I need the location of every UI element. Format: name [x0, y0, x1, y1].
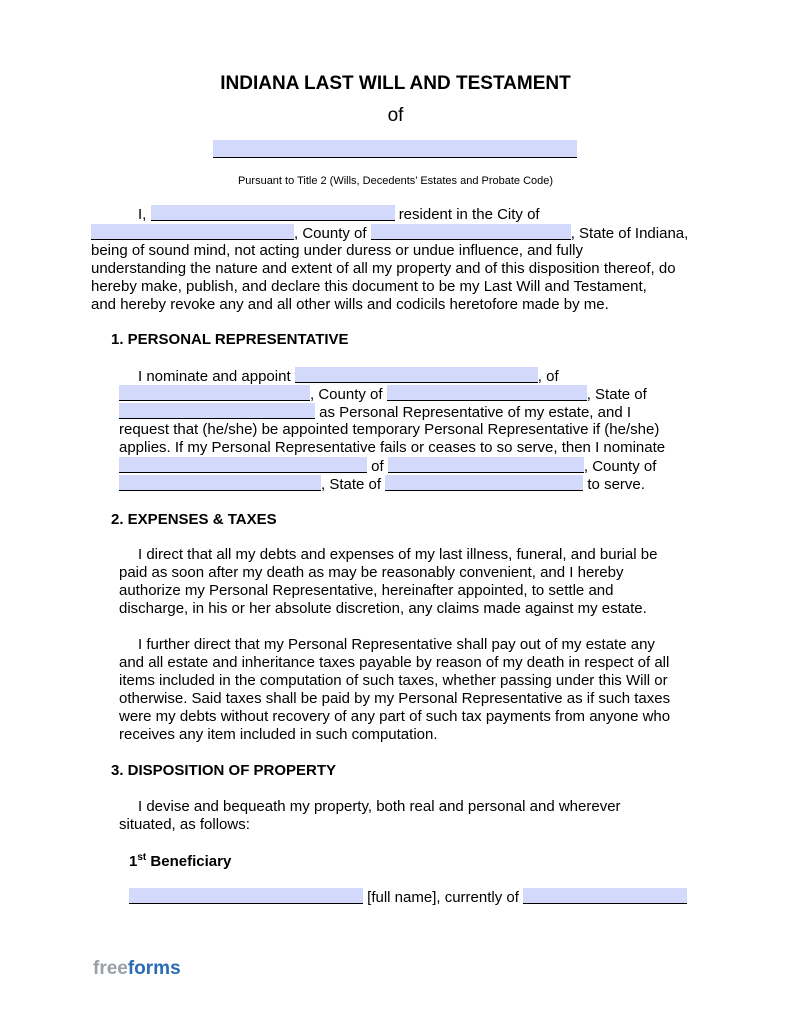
s1-alt-of: of [371, 458, 384, 475]
intro-line-4: understanding the nature and extent of all my property and of this disposition thereof, do [91, 260, 676, 277]
alternate-representative-county-field[interactable] [119, 475, 321, 491]
s2-p2-line-3: items included in the computation of such taxes, whether passing under this Will or [119, 672, 668, 689]
s2-p2-line-1: I further direct that my Personal Representative shall pay out of my estate any [138, 636, 655, 653]
alternate-representative-city-field[interactable] [388, 457, 584, 473]
document-title: INDIANA LAST WILL AND TESTAMENT [220, 73, 571, 94]
logo-forms: forms [127, 958, 181, 979]
logo-free: free [93, 958, 128, 979]
s1-state: , State of [586, 386, 647, 403]
section-1-heading: 1. PERSONAL REPRESENTATIVE [111, 331, 349, 348]
intro-line-2 [91, 224, 688, 243]
s1-line-6 [119, 457, 656, 476]
intro-state: , State of Indiana, [570, 225, 689, 242]
s1-line-3 [119, 403, 631, 422]
s1-to-serve: to serve. [587, 476, 645, 493]
representative-county-field[interactable] [387, 385, 587, 401]
beneficiary-ordinal: st [137, 852, 147, 863]
intro-line-1 [138, 205, 540, 224]
representative-state-field[interactable] [119, 403, 315, 419]
testator-name-field[interactable] [213, 140, 577, 158]
beneficiary-label: Beneficiary [150, 853, 232, 870]
testator-full-name-field[interactable] [151, 205, 395, 221]
s1-alt-county: , County of [583, 458, 657, 475]
alternate-representative-name-field[interactable] [119, 457, 367, 473]
intro-line-5: hereby make, publish, and declare this document to be my Last Will and Testament, [91, 278, 647, 295]
s2-p2-line-6: receives any item included in such computation. [119, 726, 438, 743]
intro-line-6: and hereby revoke any and all other wills and codicils heretofore made by me. [91, 296, 609, 313]
s3-p1-line-1: I devise and bequeath my property, both real and personal and wherever [138, 798, 621, 815]
beneficiary-address-field[interactable] [523, 888, 687, 904]
beneficiary-full-name-field[interactable] [129, 888, 363, 904]
s2-p1-line-1: I direct that all my debts and expenses of my last illness, funeral, and burial be [138, 546, 658, 563]
s1-of: , of [537, 368, 559, 385]
intro-line-3: being of sound mind, not acting under duress or undue influence, and fully [91, 242, 583, 259]
beneficiary-currently-of: [full name], currently of [367, 889, 519, 906]
s2-p1-line-3: authorize my Personal Representative, hereinafter appointed, to settle and [119, 582, 614, 599]
alternate-representative-state-field[interactable] [385, 475, 583, 491]
intro-resident: resident in the City of [398, 206, 540, 223]
s2-p2-line-5: were my debts without recovery of any part of such tax payments from anyone who [119, 708, 671, 725]
document-subtitle: Pursuant to Title 2 (Wills, Decedents’ Estates and Probate Code) [237, 175, 554, 187]
s2-p2-line-2: and all estate and inheritance taxes payable by reason of my death in respect of all [119, 654, 670, 671]
freeforms-logo [93, 958, 181, 980]
s2-p1-line-4: discharge, in his or her absolute discretion, any claims made against my estate. [119, 600, 647, 617]
s2-p2-line-4: otherwise. Said taxes shall be paid by my Personal Representative as if such taxes [119, 690, 671, 707]
s1-line-1 [138, 367, 559, 386]
s1-line-2 [119, 385, 647, 404]
section-3-heading: 3. DISPOSITION OF PROPERTY [111, 762, 337, 779]
s1-nominate: I nominate and appoint [138, 368, 291, 385]
testator-county-field[interactable] [371, 224, 571, 240]
intro-i: I, [138, 206, 147, 223]
s1-line-5: applies. If my Personal Representative fails or ceases to so serve, then I nominate [119, 439, 666, 456]
s1-as-representative: as Personal Representative of my estate, and I [319, 404, 632, 421]
representative-name-field[interactable] [295, 367, 538, 383]
representative-city-field[interactable] [119, 385, 310, 401]
testator-city-field[interactable] [91, 224, 294, 240]
s1-county: , County of [310, 386, 383, 403]
s2-p1-line-2: paid as soon after my death as may be reasonably convenient, and I hereby [119, 564, 624, 581]
first-beneficiary-heading [129, 852, 231, 870]
section-2-heading: 2. EXPENSES & TAXES [111, 511, 277, 528]
intro-county: , County of [294, 225, 367, 242]
s1-line-4: request that (he/she) be appointed temporary Personal Representative if (he/she) [119, 421, 660, 438]
beneficiary-line-1 [129, 888, 687, 907]
beneficiary-number: 1 [129, 853, 138, 870]
title-of: of [387, 105, 404, 126]
s1-alt-state: , State of [321, 476, 382, 493]
s3-p1-line-2: situated, as follows: [119, 816, 250, 833]
s1-line-7 [119, 475, 645, 494]
